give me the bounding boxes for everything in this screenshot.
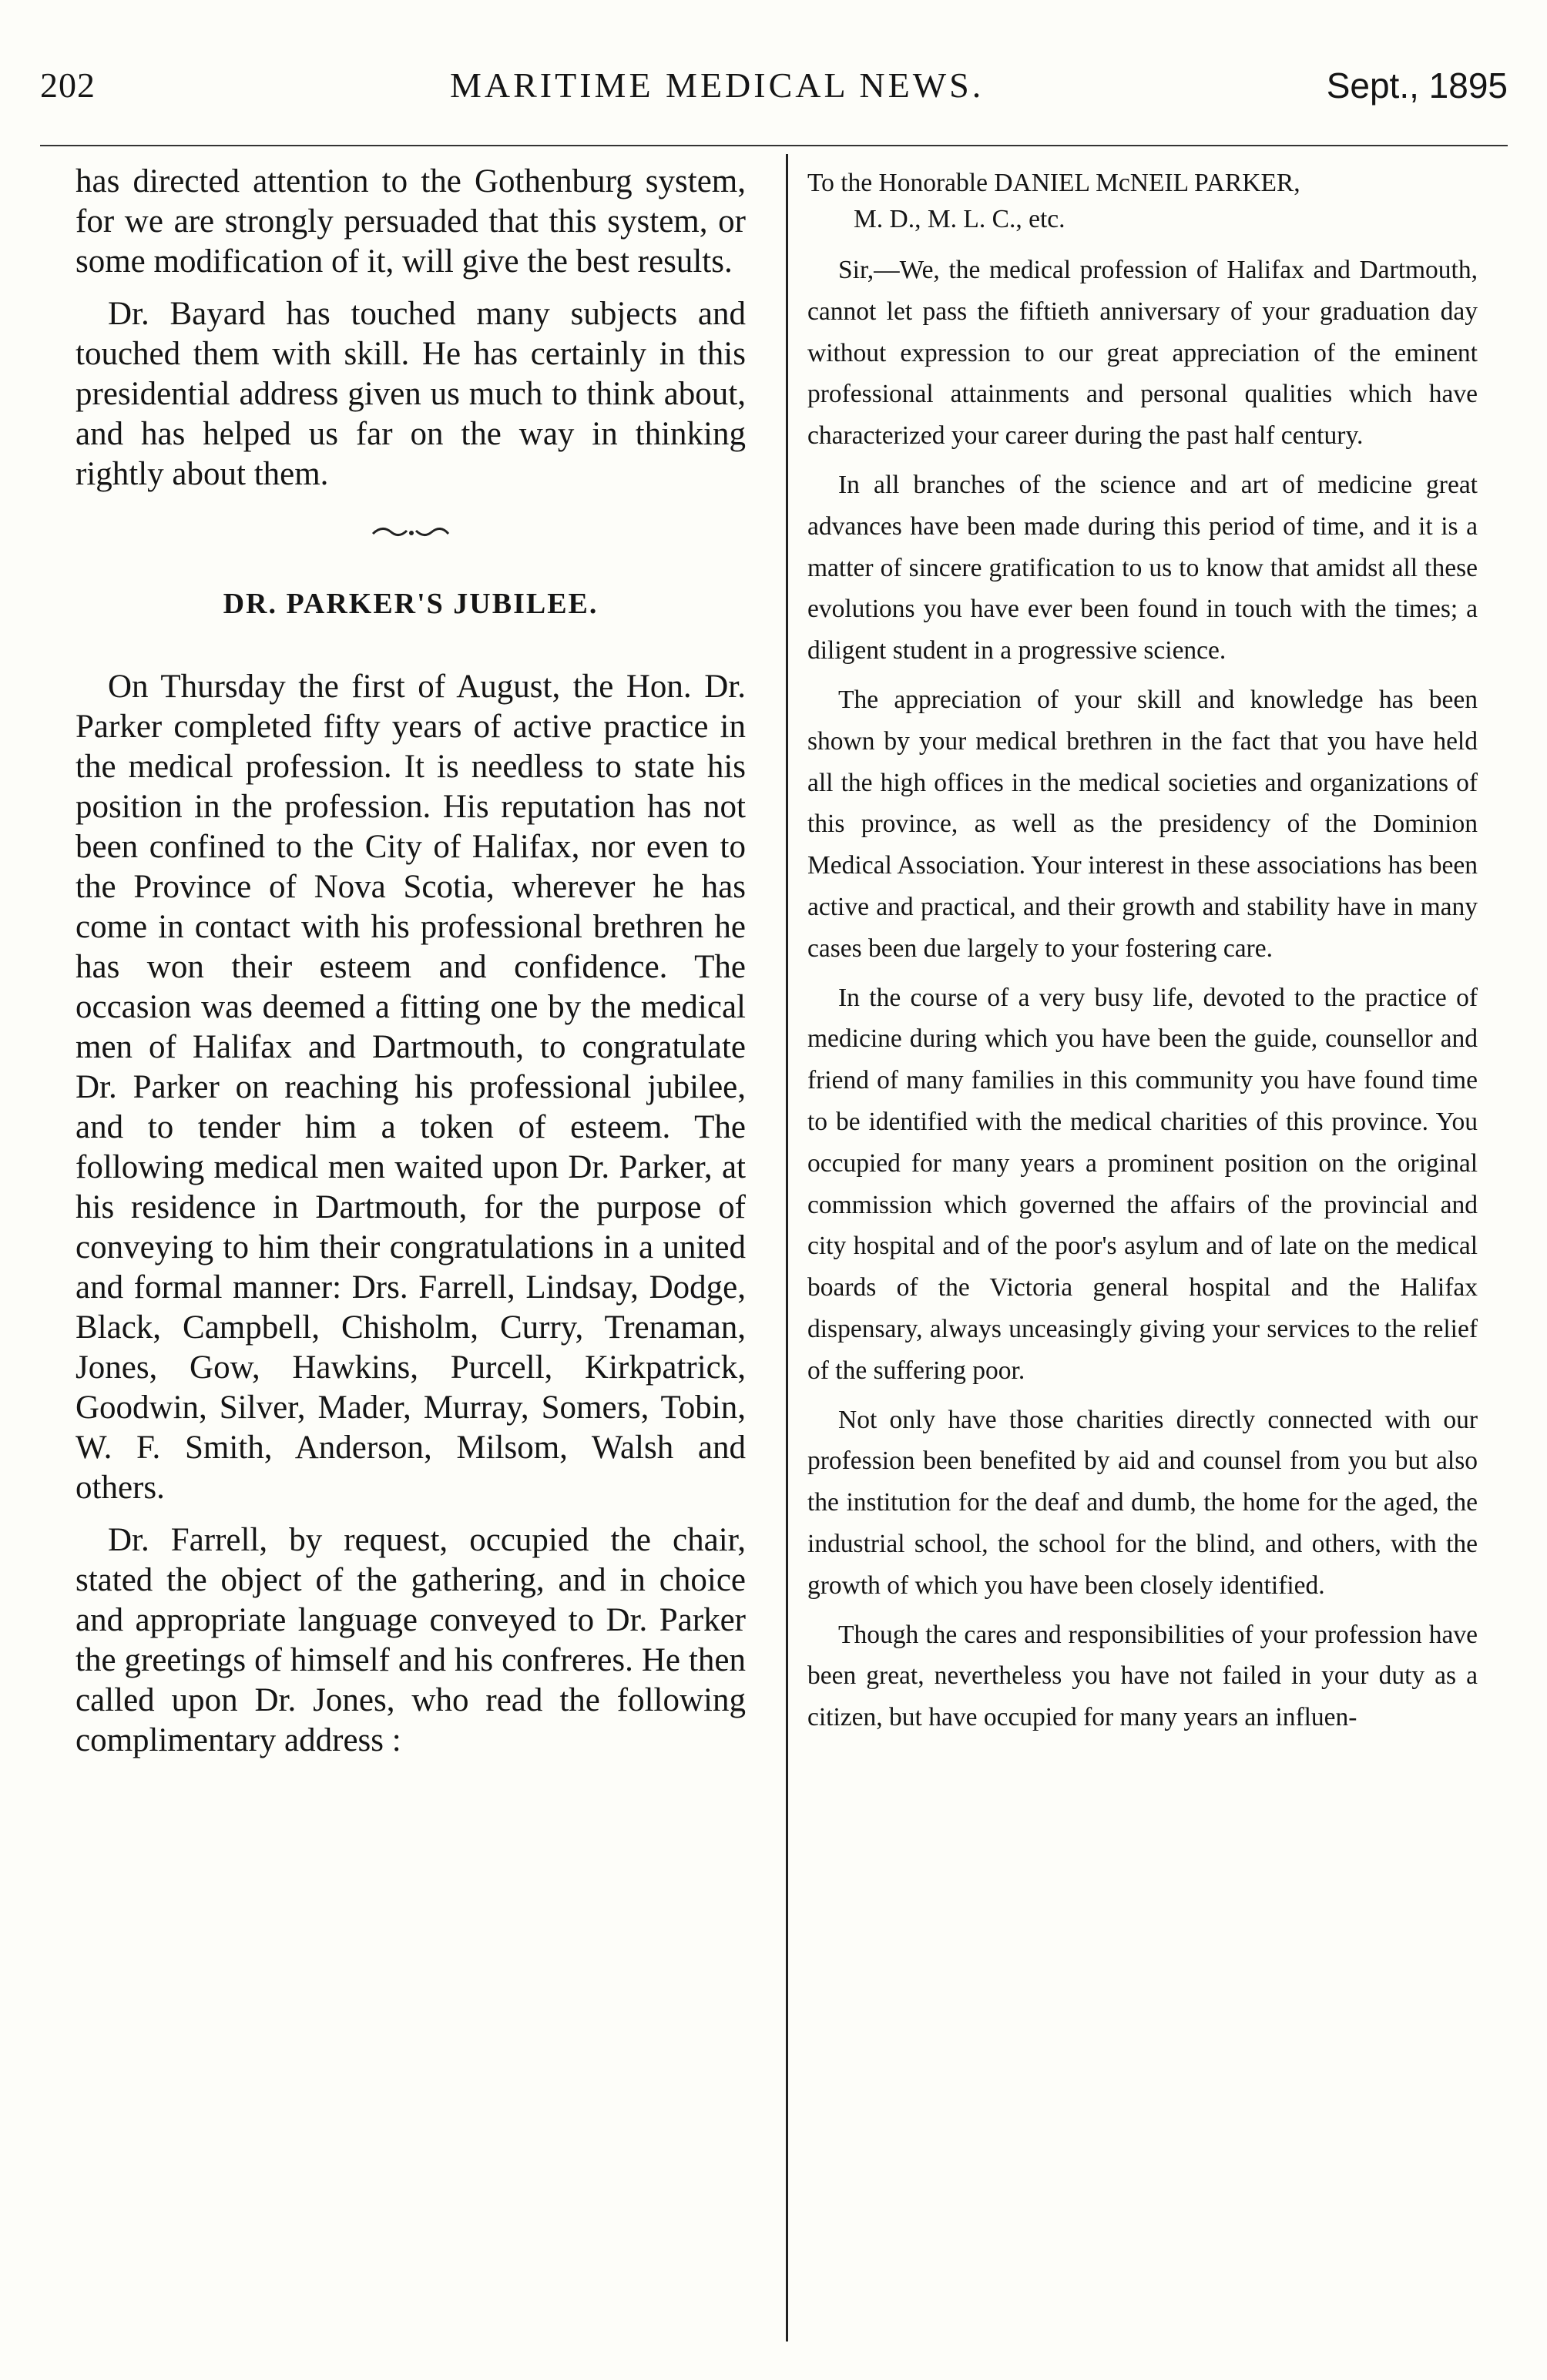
header-rule xyxy=(40,145,1508,146)
right-column xyxy=(807,165,1478,1738)
address-paragraph-6: Though the cares and responsibilities of your profession have been great, nevertheless you have not failed in your duty as a citizen, but have occupied for many years an influen- xyxy=(807,1620,1478,1732)
flourish-ornament xyxy=(76,494,746,572)
flourish-icon xyxy=(368,521,453,545)
intro-paragraph-1: has directed attention to the Gothenburg system, for we are strongly persuaded that this system, or some modification of it, will give the best results. xyxy=(76,163,746,280)
column-divider xyxy=(786,154,788,2341)
page-number: 202 xyxy=(40,65,96,105)
address-paragraph-5: Not only have those charities directly connected with our profession been benefited by aid and counsel from you but also the institution for the deaf and dumb, the home for the aged, the industrial school, the school for the blind, and others, with the growth of which you have been closely identified. xyxy=(807,1405,1478,1600)
issue-date: Sept., 1895 xyxy=(1326,65,1508,106)
address-paragraph-2: In all branches of the science and art of medicine great advances have been made during this period of time, and it is a matter of sincere gratification to us to know that amidst all these evolutions you have ever been found in touch with the times; a diligent student in a progressive science. xyxy=(807,470,1478,665)
article-paragraph-1: On Thursday the first of August, the Hon. Dr. Parker completed fifty years of active practice in the medical profession. It is needless to state his position in the profession. His reputation has not been confined to the City of Halifax, nor even to the Province of Nova Scotia, wherever he has come in contact with his professional brethren he has won their esteem and confidence. The occasion was deemed a fitting one by the medical men of Halifax and Dartmouth, to congratulate Dr. Parker on reaching his professional jubilee, and to tender him a token of esteem. The following medical men waited upon Dr. Parker, at his residence in Dartmouth, for the purpose of conveying to him their congratulations in a united and formal manner: Drs. Farrell, Lindsay, Dodge, Black, Campbell, Chisholm, Curry, Trenaman, Jones, Gow, Hawkins, Purcell, Kirkpatrick, Goodwin, Silver, Mader, Murray, Somers, Tobin, W. F. Smith, Anderson, Milsom, Walsh and others. xyxy=(76,669,746,1506)
section-title: DR. PARKER'S JUBILEE. xyxy=(223,588,599,620)
journal-title: MARITIME MEDICAL NEWS. xyxy=(450,65,985,105)
left-column xyxy=(76,162,746,1761)
salutation-line-1: To the Honorable DANIEL McNEIL PARKER, xyxy=(807,169,1300,197)
address-salutation xyxy=(807,165,1478,237)
salutation-line-2: M. D., M. L. C., etc. xyxy=(854,205,1065,233)
address-paragraph-4: In the course of a very busy life, devoted to the practice of medicine during which you have been the guide, counsellor and friend of many families in this community you have found time to be identified with the medical charities of this province. You occupied for many years a prominent position on the original commission which governed the affairs of the provincial and city hospital and of the poor's asylum and of late on the medical boards of the Victoria general hospital and the Halifax dispensary, always unceasingly giving your services to the relief of the suffering poor. xyxy=(807,983,1478,1385)
address-paragraph-3: The appreciation of your skill and knowledge has been shown by your medical brethren in the fact that you have held all the high offices in the medical societies and organizations of this province, as well as the presidency of the Dominion Medical Association. Your interest in these associations has been active and practical, and their growth and stability have in many cases been due largely to your fostering care. xyxy=(807,685,1478,963)
running-header xyxy=(40,52,1508,114)
intro-paragraph-2: Dr. Bayard has touched many subjects and touched them with skill. He has certainly in this presidential address given us much to think about, and has helped us far on the way in thinking rightly about them. xyxy=(76,296,746,492)
address-paragraph-1: Sir,—We, the medical profession of Halifax and Dartmouth, cannot let pass the fiftieth anniversary of your graduation day without expression to our great appreciation of the eminent professional attainments and personal qualities which have characterized your career during the past half century. xyxy=(807,256,1478,451)
article-paragraph-2: Dr. Farrell, by request, occupied the chair, stated the object of the gathering, and in choice and appropriate language conveyed to Dr. Parker the greetings of himself and his confreres. He then called upon Dr. Jones, who read the following complimentary address : xyxy=(76,1522,746,1758)
